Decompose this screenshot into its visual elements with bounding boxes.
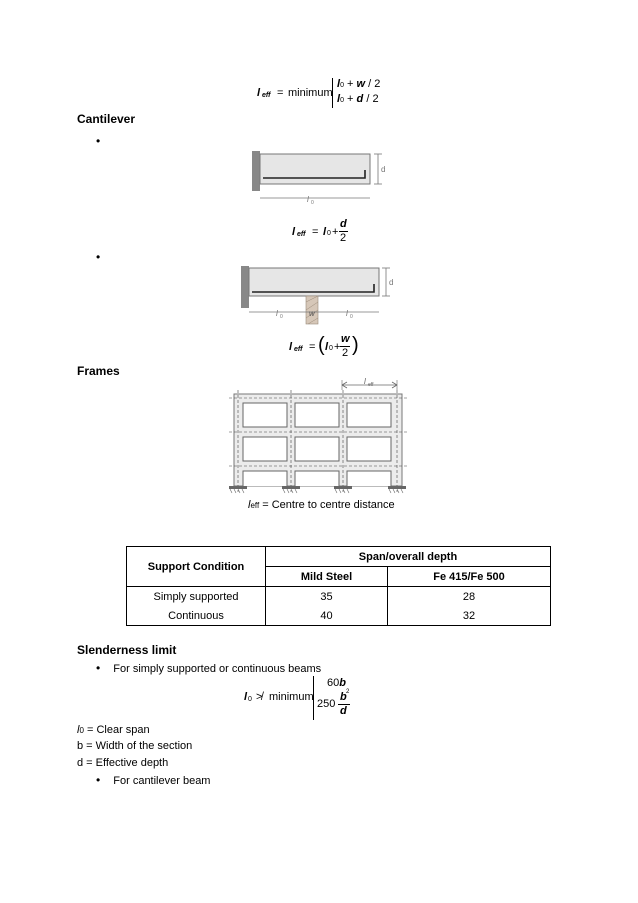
heading-cantilever: Cantilever (77, 112, 136, 126)
d-label: d (381, 165, 386, 174)
table-row (127, 587, 551, 607)
span-depth-table (126, 546, 551, 626)
eq-cantilever-1: l eff = l 0 + d 2 (292, 218, 347, 244)
header-span-depth: Span/overall depth (266, 547, 551, 567)
wall-support (252, 151, 260, 191)
w-label: w (309, 309, 315, 318)
bullet-simply-continuous: • For simply supported or continuous beams (96, 661, 322, 675)
leff-label: l (364, 377, 366, 386)
l0-left-label: l (276, 309, 278, 318)
row-mild: 40 (266, 606, 388, 626)
lhs-l: l (257, 87, 261, 99)
row-cond: Simply supported (127, 587, 266, 607)
d-label: d (389, 278, 394, 287)
header-fe: Fe 415/Fe 500 (388, 567, 551, 587)
frame-panels (243, 403, 391, 486)
row2: l0 + d / 2 (337, 93, 379, 105)
table-row (127, 606, 551, 626)
beam (260, 154, 370, 184)
def-clear-span: l0 = Clear span (77, 724, 150, 736)
svg-text:eff: eff (368, 382, 374, 388)
top-equation (257, 78, 407, 110)
cantilever-figure-2 (236, 262, 401, 327)
wall-support (241, 266, 249, 308)
heading-frames: Frames (77, 364, 120, 378)
frames-caption: leff = Centre to centre distance (248, 499, 395, 511)
heading-slenderness: Slenderness limit (77, 643, 177, 657)
bracket (332, 78, 334, 108)
bullet-2: • (96, 250, 101, 264)
def-width: b = Width of the section (77, 740, 193, 752)
svg-text:0: 0 (311, 200, 314, 206)
bullet-1: • (96, 134, 101, 148)
l0-label: l (307, 195, 309, 204)
cantilever-figure-1 (245, 146, 395, 206)
row-mild: 35 (266, 587, 388, 607)
minimum-word: minimum (288, 87, 333, 99)
svg-text:0: 0 (350, 314, 353, 320)
row-fe: 32 (388, 606, 551, 626)
eq-slenderness: l 0 ≯ minimum 60b 250 b 2 d (244, 676, 364, 722)
header-mild-steel: Mild Steel (266, 567, 388, 587)
bullet-cantilever-beam: • For cantilever beam (96, 773, 211, 787)
l0-right-label: l (346, 309, 348, 318)
def-effective-depth: d = Effective depth (77, 757, 169, 769)
frame-figure (227, 376, 412, 494)
row-fe: 28 (388, 587, 551, 607)
lhs-sub: eff (262, 92, 271, 99)
eq-cantilever-2: l eff = ( l 0 + w 2 ) (289, 333, 359, 359)
row-cond: Continuous (127, 606, 266, 626)
row1: l0 + w / 2 (337, 78, 381, 90)
eq-sign: = (277, 87, 284, 99)
svg-text:0: 0 (280, 314, 283, 320)
header-support-condition: Support Condition (127, 547, 266, 587)
